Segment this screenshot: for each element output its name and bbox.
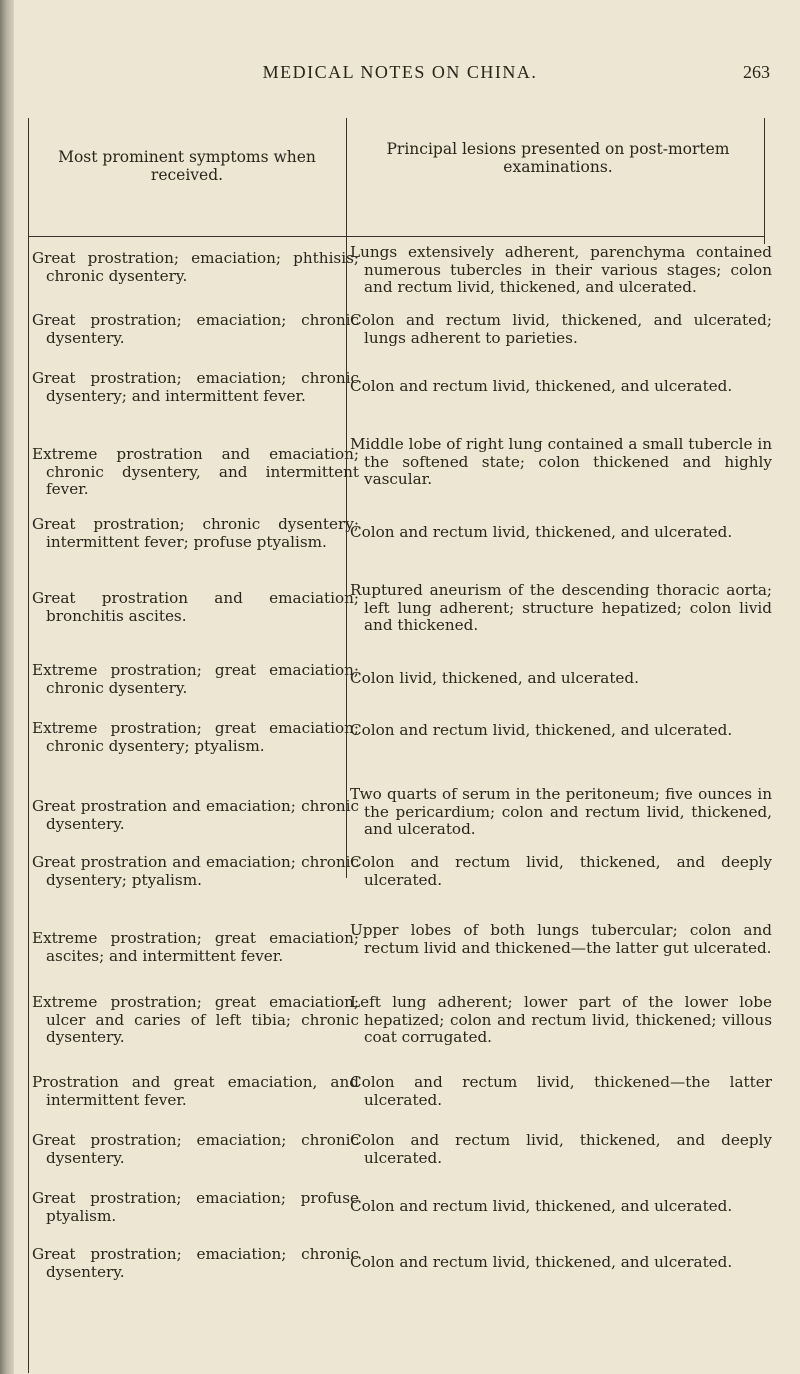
lesions-cell: Colon livid, thickened, and ulcerated.: [350, 669, 639, 687]
table-row: [28, 853, 772, 922]
table-row: [28, 516, 768, 582]
lesions-cell: Colon and rectum livid, thickened, and ulcerated.: [350, 721, 733, 739]
symptoms-cell: Prostration and great emaciation, and intermittent fever.: [32, 1073, 359, 1109]
table-row: [28, 311, 772, 370]
symptoms-cell: Extreme prostration; great emaciation; ulcer and caries of left tibia; chronic dysentery.: [32, 993, 359, 1046]
symptoms-cell: Great prostration and emaciation; chronic dysentery.: [32, 797, 359, 833]
page-number: 263: [743, 62, 770, 82]
table-row: [28, 921, 772, 994]
symptoms-cell: Great prostration; emaciation; chronic dysentery.: [32, 311, 359, 347]
symptoms-cell: Extreme prostration; great emaciation; chronic dysentery.: [32, 661, 359, 697]
table-row: [28, 993, 772, 1074]
symptoms-cell: Great prostration and emaciation; bronchitis ascites.: [32, 589, 359, 625]
lesions-cell: Ruptured aneurism of the descending thoracic aorta; left lung adherent; structure hepatized; colon livid and thickened.: [350, 581, 772, 634]
lesions-cell: Middle lobe of right lung contained a small tubercle in the softened state; colon thickened and highly vascular.: [350, 435, 772, 488]
table-row: [28, 662, 768, 720]
lesions-cell: Colon and rectum livid, thickened—the latter ulcerated.: [350, 1073, 772, 1109]
symptoms-cell: Great prostration; chronic dysentery; intermittent fever; profuse ptyalism.: [32, 515, 359, 551]
symptoms-cell: Extreme prostration; great emaciation; ascites; and intermittent fever.: [32, 929, 359, 965]
table-right-border: [764, 118, 765, 244]
symptoms-cell: Extreme prostration and emaciation; chronic dysentery, and intermittent fever.: [32, 445, 359, 498]
lesions-cell: Colon and rectum livid, thickened, and deeply ulcerated.: [350, 853, 772, 889]
column-header-lesions: Principal lesions presented on post-mortem examinations.: [386, 140, 730, 176]
lesions-cell: Colon and rectum livid, thickened, and ulcerated.: [350, 377, 733, 395]
symptoms-cell: Great prostration; emaciation; phthisis; chronic dysentery.: [32, 249, 359, 285]
table-row: [28, 1190, 768, 1246]
table-row: [28, 1246, 768, 1302]
lesions-cell: Two quarts of serum in the peritoneum; five ounces in the pericardium; colon and rectum livid, thickened, and ulceratod.: [350, 785, 772, 838]
symptoms-cell: Great prostration; emaciation; profuse ptyalism.: [32, 1189, 359, 1225]
symptoms-cell: Extreme prostration; great emaciation; chronic dysentery; ptyalism.: [32, 719, 359, 755]
table-body: [28, 243, 772, 1302]
running-title: MEDICAL NOTES ON CHINA.: [262, 62, 538, 82]
table-row: [28, 435, 772, 516]
column-header-symptoms: Most prominent symptoms when received.: [58, 148, 316, 184]
table-row: [28, 581, 772, 662]
table-row: [28, 785, 772, 854]
lesions-cell: Left lung adherent; lower part of the lower lobe hepatized; colon and rectum livid, thickened; villous coat corrugated.: [350, 993, 772, 1046]
table-row: [28, 370, 768, 436]
table-row: [28, 1131, 772, 1190]
lesions-cell: Lungs extensively adherent, parenchyma contained numerous tubercles in their various stages; colon and rectum livid, thickened, and ulcerated.: [350, 243, 772, 296]
page-header: [0, 62, 800, 92]
lesions-cell: Upper lobes of both lungs tubercular; colon and rectum livid and thickened—the latter gut ulcerated.: [350, 921, 772, 957]
table-row: [28, 1073, 772, 1132]
lesions-cell: Colon and rectum livid, thickened, and ulcerated.: [350, 523, 733, 541]
symptoms-cell: Great prostration; emaciation; chronic dysentery.: [32, 1131, 359, 1167]
lesions-cell: Colon and rectum livid, thickened, and deeply ulcerated.: [350, 1131, 772, 1167]
symptoms-cell: Great prostration; emaciation; chronic dysentery.: [32, 1245, 359, 1281]
symptoms-cell: Great prostration and emaciation; chronic dysentery; ptyalism.: [32, 853, 359, 889]
lesions-cell: Colon and rectum livid, thickened, and ulcerated; lungs adherent to parieties.: [350, 311, 772, 347]
symptoms-cell: Great prostration; emaciation; chronic dysentery; and intermittent fever.: [32, 369, 359, 405]
header-rule: [28, 236, 764, 237]
case-table: [28, 118, 772, 1373]
lesions-cell: Colon and rectum livid, thickened, and ulcerated.: [350, 1197, 733, 1215]
table-row: [28, 720, 768, 786]
table-row: [28, 243, 772, 312]
book-spine-shadow: [0, 0, 14, 1374]
lesions-cell: Colon and rectum livid, thickened, and ulcerated.: [350, 1253, 733, 1271]
